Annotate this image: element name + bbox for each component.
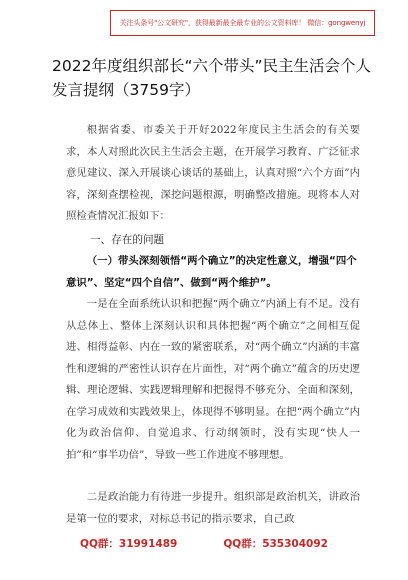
subsection-heading: （一）带头深刻领悟“两个确立”的决定性意义，增强“四个意识”、坚定“四个自信”、做到“两个维护”。 [66, 255, 357, 289]
promo-banner [110, 10, 375, 36]
body-paragraph-2: 二是政治能力有待进一步提升。组织部是政治机关，讲政治是第一位的要求，对标总书记的指示要求，自己政 [66, 491, 360, 525]
section-heading: 一、存在的问题 [90, 234, 165, 246]
body-paragraph-1: 一是在全面系统认识和把握“两个确立”内涵上有不足。没有从总体上、整体上深刻认识和具体把握“两个确立”之间相互促进、相得益彰、内在一致的紧密联系，对“两个确立”内涵的丰富性和逻辑的严密性认识存在片面性，对“两个确立”蕴含的历史逻辑、理论逻辑、实践逻辑理解和把握得不够充分、全面和深刻，在学习成效和实践效果上，体现得不够明显。在把“两个确立”内化为政治信仰、自觉追求、行动纲领时，没有实现“快人一拍”和“事半功倍”，导致一些工作进度不够理想。 [66, 298, 360, 461]
footer-contacts [0, 536, 408, 558]
footer-qq-group-2: QQ群：535304092 [223, 538, 328, 550]
promo-banner-text: 关注头条号"公文研究"，获得最新最全最专业的公文资料库！ 微信：gongwenyj [119, 19, 366, 27]
intro-paragraph: 根据省委、市委关于开好2022年度民主生活会的有关要求，本人对照此次民主生活会主题，在开展学习教育、广泛征求意见建议、深入开展谈心谈话的基础上，认真对照“六个方面”内容，深刻查摆检视，深挖问题根源，明确整改措施。现将本人对照检查情况汇报如下： [66, 124, 360, 222]
footer-qq-group-1: QQ群：31991489 [80, 538, 178, 550]
document-title: 2022年度组织部长“六个带头”民主生活会个人发言提纲（3759字） [52, 57, 372, 99]
